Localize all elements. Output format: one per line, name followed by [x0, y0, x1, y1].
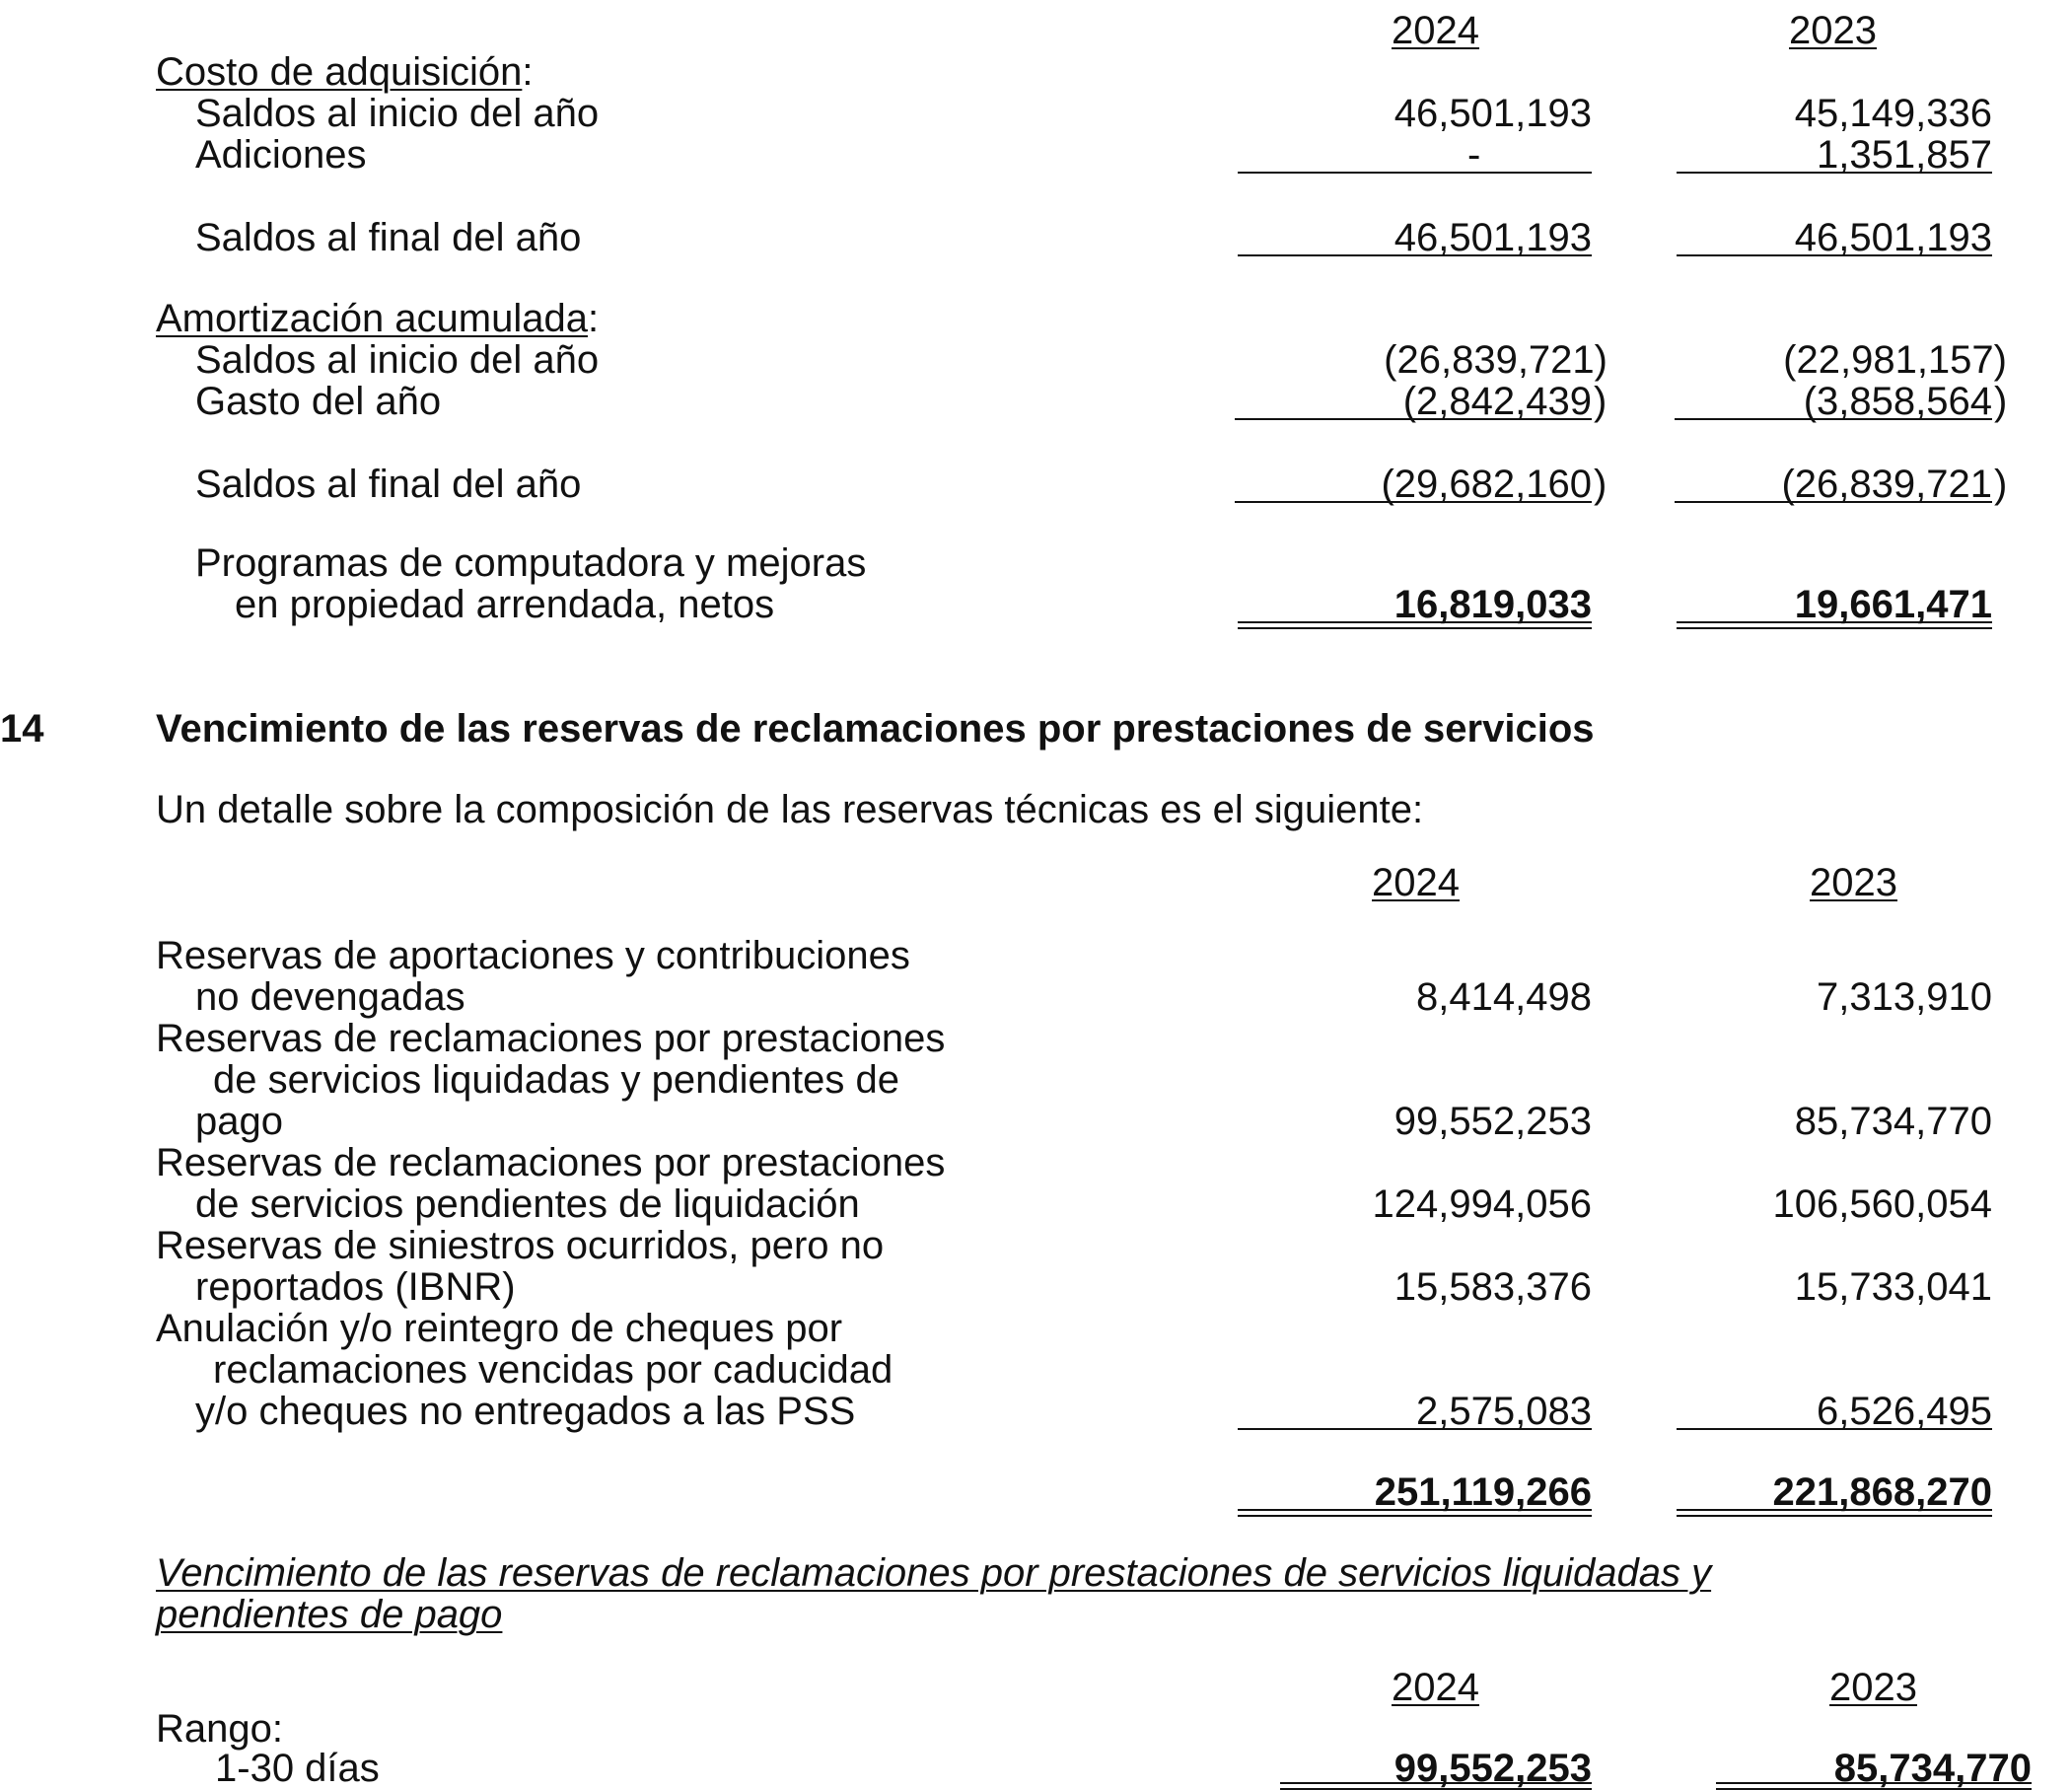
amort-opening-2023: (22,981,157): [1783, 338, 2007, 382]
additions-2023: 1,351,857: [1817, 133, 1992, 177]
reserve-row-5-line3: y/o cheques no entregados a las PSS: [195, 1390, 856, 1433]
expense-2024-underline: [1235, 418, 1592, 420]
range-row-2024-double-underline: [1280, 1782, 1592, 1790]
reserve-row-3-2023: 106,560,054: [1772, 1182, 1992, 1226]
range-row-2023-double-underline: [1716, 1782, 2032, 1790]
reserve-row-5-2023: 6,526,495: [1817, 1390, 1992, 1433]
reserve-row-5-2024: 2,575,083: [1416, 1390, 1592, 1433]
reserve-row-2-2024: 99,552,253: [1393, 1100, 1592, 1143]
cost-heading-text: Costo de adquisición: [156, 50, 523, 94]
cost-closing-2024-underline: [1238, 254, 1592, 256]
additions-label: Adiciones: [195, 133, 367, 177]
reserve-row-4-2023: 15,733,041: [1794, 1265, 1992, 1309]
net-2024: 16,819,033: [1393, 583, 1592, 626]
amort-closing-2023-underline: [1675, 501, 1992, 503]
maturity-subheading-line2: pendientes de pago: [156, 1593, 503, 1636]
reserve-row-1-2023: 7,313,910: [1817, 975, 1992, 1019]
range-row-2024: 99,552,253: [1393, 1747, 1592, 1790]
range-row-label: 1-30 días: [215, 1747, 380, 1790]
expense-2024: (2,842,439: [1402, 380, 1592, 423]
reserve-row-5-line1: Anulación y/o reintegro de cheques por: [156, 1307, 843, 1350]
amort-opening-2024: (26,839,721): [1384, 338, 1608, 382]
cost-opening-2024: 46,501,193: [1393, 92, 1592, 135]
amort-closing-2024-underline: [1235, 501, 1592, 503]
net-2023: 19,661,471: [1794, 583, 1992, 626]
reserve-row-4-line1: Reservas de siniestros ocurridos, pero no: [156, 1224, 885, 1267]
additions-2024: -: [1467, 133, 1481, 177]
reserve-row-5-2023-underline: [1677, 1428, 1992, 1430]
cost-closing-2024: 46,501,193: [1393, 216, 1592, 259]
reserves-header-2024: 2024: [1372, 861, 1460, 904]
reserve-row-3-line1: Reservas de reclamaciones por prestaciones: [156, 1141, 946, 1184]
reserve-row-2-2023: 85,734,770: [1794, 1100, 1992, 1143]
cost-closing-label: Saldos al final del año: [195, 216, 582, 259]
cost-heading: [156, 51, 533, 93]
net-2023-double-underline: [1677, 621, 1992, 629]
reserve-row-5-line2: reclamaciones vencidas por caducidad: [213, 1348, 893, 1392]
reserve-row-1-line1: Reservas de aportaciones y contribuciones: [156, 934, 910, 977]
section-intro: Un detalle sobre la composición de las reservas técnicas es el siguiente:: [156, 788, 1424, 831]
amort-closing-label: Saldos al final del año: [195, 463, 582, 506]
net-label-line2: en propiedad arrendada, netos: [235, 583, 775, 626]
reserve-row-1-2024: 8,414,498: [1416, 975, 1592, 1019]
range-header-2023: 2023: [1829, 1666, 1917, 1709]
amort-closing-2024: (29,682,160: [1381, 463, 1592, 506]
section-title: Vencimiento de las reservas de reclamaciones por prestaciones de servicios: [156, 707, 1595, 751]
amort-closing-2024-paren: ): [1594, 463, 1608, 506]
expense-2023-underline: [1675, 418, 1992, 420]
reserve-row-3-line2: de servicios pendientes de liquidación: [195, 1182, 860, 1226]
reserves-total-2023: 221,868,270: [1772, 1470, 1992, 1514]
net-2024-double-underline: [1238, 621, 1592, 629]
reserves-total-2024-double-underline: [1238, 1509, 1592, 1517]
range-header-2024: 2024: [1392, 1666, 1479, 1709]
reserve-row-4-line2: reportados (IBNR): [195, 1265, 516, 1309]
cost-heading-colon: :: [522, 50, 534, 94]
section-number: 14: [0, 707, 44, 751]
reserve-row-2-line2: de servicios liquidadas y pendientes de: [213, 1058, 899, 1102]
range-label: Rango:: [156, 1707, 283, 1751]
maturity-subheading-line1: Vencimiento de las reservas de reclamaciones por prestaciones de servicios liquidadas y: [156, 1551, 1712, 1595]
cost-closing-2023: 46,501,193: [1794, 216, 1992, 259]
cost-opening-label: Saldos al inicio del año: [195, 92, 600, 135]
range-row-2023: 85,734,770: [1833, 1747, 2032, 1790]
reserves-total-2024: 251,119,266: [1374, 1470, 1592, 1514]
additions-2024-underline: [1238, 172, 1592, 174]
amort-opening-label: Saldos al inicio del año: [195, 338, 600, 382]
cost-closing-2023-underline: [1677, 254, 1992, 256]
cost-opening-2023: 45,149,336: [1794, 92, 1992, 135]
column-header-2023: 2023: [1789, 9, 1877, 52]
expense-2023-paren: ): [1994, 380, 2008, 423]
amort-heading-text: Amortización acumulada: [156, 297, 588, 340]
amort-heading: [156, 298, 599, 339]
reserve-row-1-line2: no devengadas: [195, 975, 465, 1019]
additions-2023-underline: [1677, 172, 1992, 174]
reserve-row-4-2024: 15,583,376: [1393, 1265, 1592, 1309]
reserve-row-3-2024: 124,994,056: [1372, 1182, 1592, 1226]
amort-closing-2023: (26,839,721: [1781, 463, 1992, 506]
reserves-header-2023: 2023: [1810, 861, 1897, 904]
reserves-total-2023-double-underline: [1677, 1509, 1992, 1517]
reserve-row-2-line3: pago: [195, 1100, 283, 1143]
amort-closing-2023-paren: ): [1994, 463, 2008, 506]
reserve-row-2-line1: Reservas de reclamaciones por prestaciones: [156, 1017, 946, 1060]
expense-2024-paren: ): [1594, 380, 1608, 423]
expense-2023: (3,858,564: [1803, 380, 1992, 423]
expense-label: Gasto del año: [195, 380, 442, 423]
net-label-line1: Programas de computadora y mejoras: [195, 541, 867, 585]
reserve-row-5-2024-underline: [1238, 1428, 1592, 1430]
amort-heading-colon: :: [588, 297, 600, 340]
column-header-2024: 2024: [1392, 9, 1479, 52]
